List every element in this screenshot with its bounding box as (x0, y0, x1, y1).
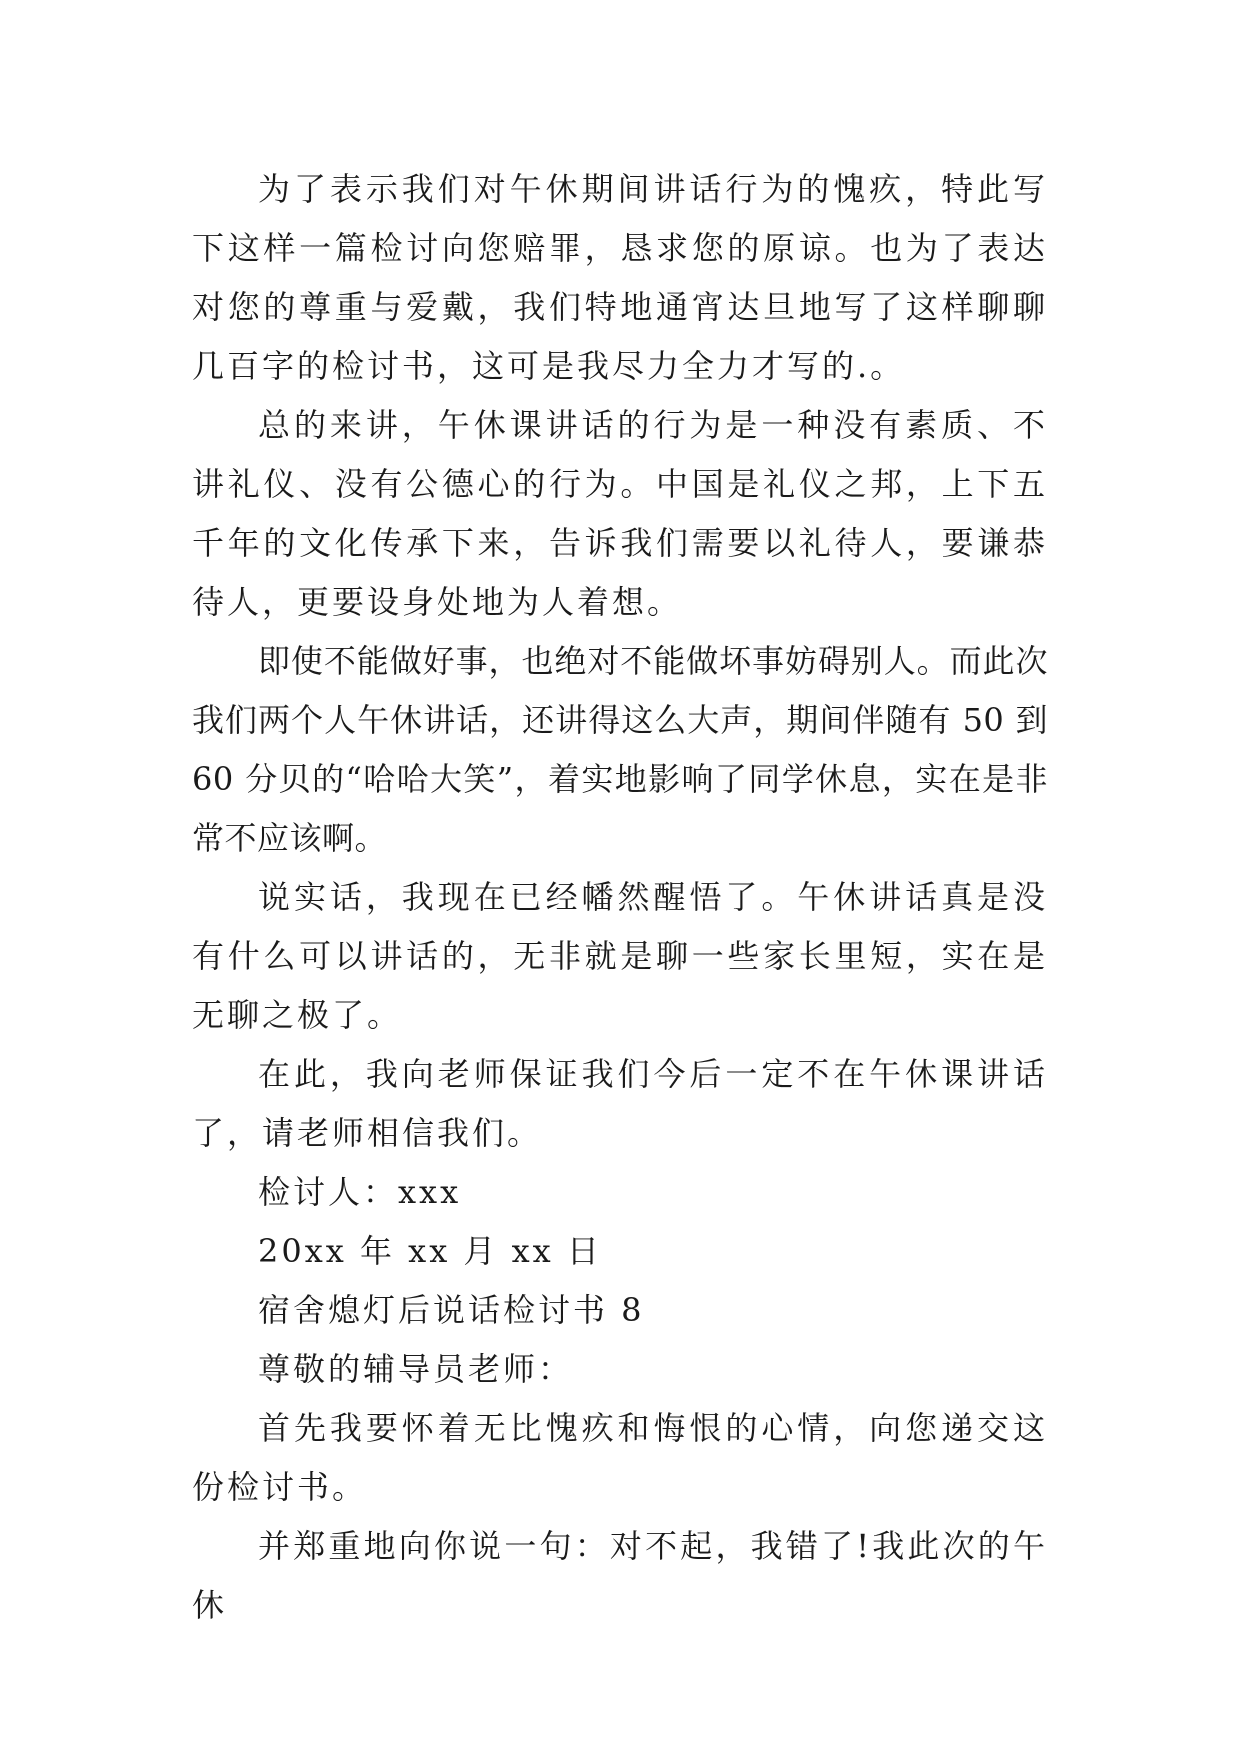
paragraph-promise: 在此，我向老师保证我们今后一定不在午休课讲话了，请老师相信我们。 (192, 1055, 1048, 1152)
paragraph-behavior-summary: 总的来讲，午休课讲话的行为是一种没有素质、不讲礼仪、没有公德心的行为。中国是礼仪之邦，上下五千年的文化传承下来，告诉我们需要以礼待人，要谦恭待人，更要设身处地为人着想。 (192, 406, 1048, 621)
paragraph-realization: 说实话，我现在已经幡然醒悟了。午休讲话真是没有什么可以讲话的，无非就是聊一些家长里短，实在是无聊之极了。 (192, 878, 1048, 1034)
paragraph-disturbance: 即使不能做好事，也绝对不能做坏事妨碍别人。而此次我们两个人午休讲话，还讲得这么大声，期间伴随有 50 到 60 分贝的“哈哈大笑”，着实地影响了同学休息，实在是非常不应该啊。 (192, 642, 1048, 857)
salutation: 尊敬的辅导员老师： (258, 1350, 574, 1388)
paragraph-opening: 首先我要怀着无比愧疚和悔恨的心情，向您递交这份检讨书。 (192, 1409, 1048, 1506)
document-page (192, 160, 1048, 1635)
paragraph-apology-statement: 并郑重地向你说一句：对不起，我错了!我此次的午休 (192, 1527, 1048, 1624)
paragraph-apology-intro: 为了表示我们对午休期间讲话行为的愧疚，特此写下这样一篇检讨向您赔罪，恳求您的原谅。也为了表达对您的尊重与爱戴，我们特地通宵达旦地写了这样聊聊几百字的检讨书，这可是我尽力全力才写的.。 (192, 170, 1048, 385)
signature-line: 检讨人：xxx (258, 1173, 462, 1211)
date-line: 20xx 年 xx 月 xx 日 (258, 1232, 602, 1270)
section-title: 宿舍熄灯后说话检讨书 8 (258, 1291, 645, 1329)
